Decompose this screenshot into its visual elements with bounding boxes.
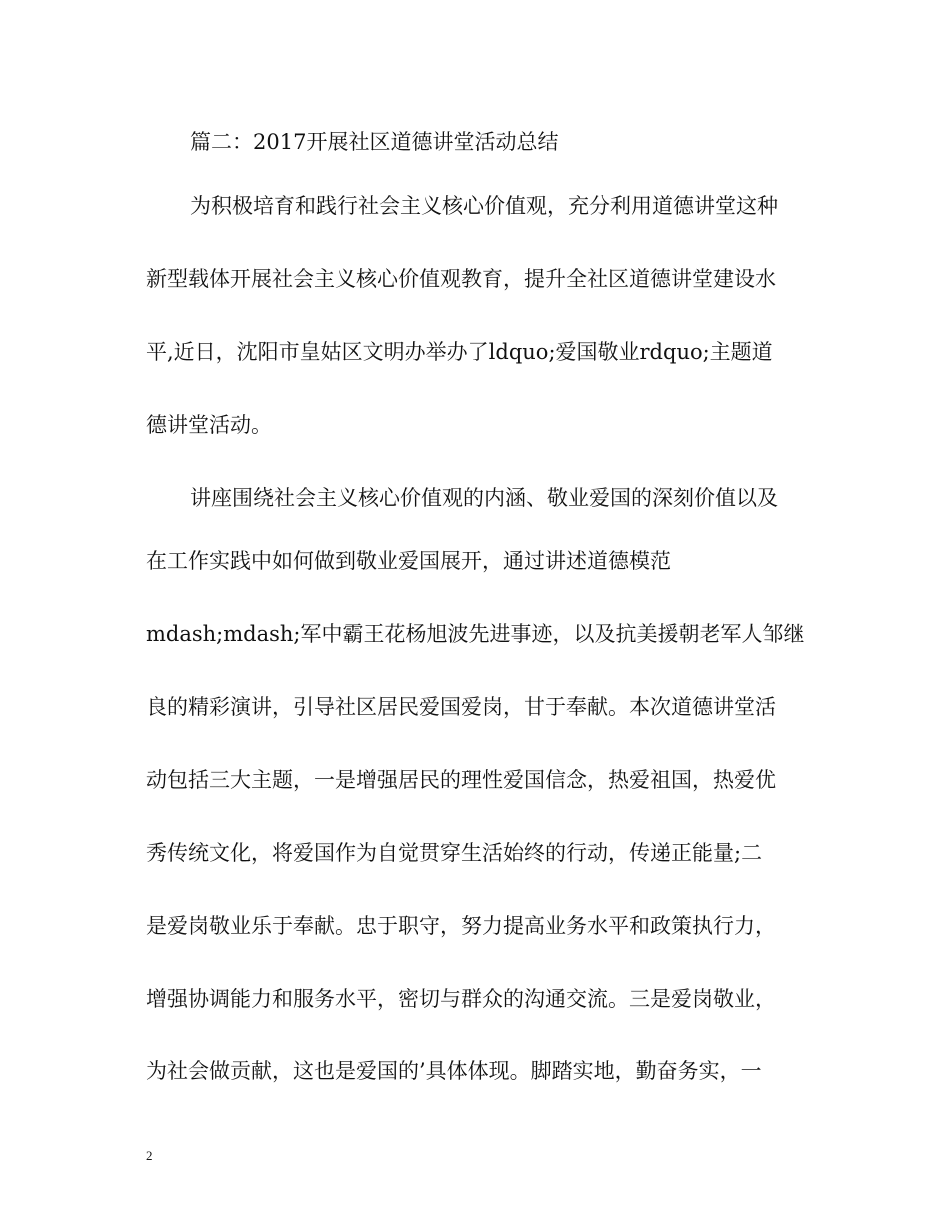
paragraph-line: 德讲堂活动。	[146, 413, 272, 437]
paragraph-line: mdash;mdash;军中霸王花杨旭波先进事迹，以及抗美援朝老军人邹继	[146, 622, 805, 646]
section-title: 篇二：2017开展社区道德讲堂活动总结	[190, 130, 559, 154]
paragraph-line: 动包括三大主题，一是增强居民的理性爱国信念，热爱祖国，热爱优	[146, 768, 776, 792]
paragraph-line: 良的精彩演讲，引导社区居民爱国爱岗，甘于奉献。本次道德讲堂活	[146, 695, 776, 719]
paragraph-line: 是爱岗敬业乐于奉献。忠于职守，努力提高业务水平和政策执行力，	[146, 914, 776, 938]
paragraph-line: 为社会做贡献，这也是爱国的’具体体现。脚踏实地，勤奋务实，一	[146, 1059, 762, 1083]
paragraph-line: 新型载体开展社会主义核心价值观教育，提升全社区道德讲堂建设水	[146, 267, 776, 291]
page-number: 2	[146, 1148, 153, 1163]
paragraph-line: 增强协调能力和服务水平，密切与群众的沟通交流。三是爱岗敬业，	[146, 987, 776, 1011]
paragraph-line: 平,近日，沈阳市皇姑区文明办举办了ldquo;爱国敬业rdquo;主题道	[146, 340, 773, 364]
paragraph-line: 在工作实践中如何做到敬业爱国展开，通过讲述道德模范	[146, 549, 671, 573]
paragraph-line: 为积极培育和践行社会主义核心价值观，充分利用道德讲堂这种	[190, 194, 778, 218]
paragraph-line: 讲座围绕社会主义核心价值观的内涵、敬业爱国的深刻价值以及	[190, 486, 778, 510]
paragraph-line: 秀传统文化，将爱国作为自觉贯穿生活始终的行动，传递正能量;二	[146, 841, 763, 865]
